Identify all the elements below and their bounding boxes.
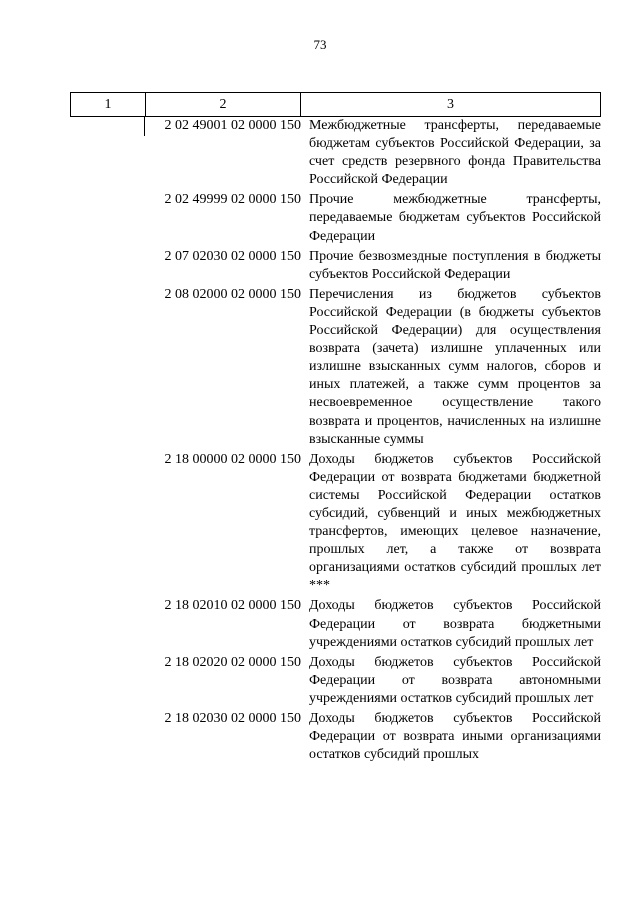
row-description: Доходы бюджетов субъектов Российской Федерации от возврата иными организациями остатков субсидий прошлых [309, 711, 601, 763]
table-row [144, 190, 601, 245]
row-description: Доходы бюджетов субъектов Российской Федерации от возврата автономными учреждениями остатков субсидий прошлых лет [309, 654, 601, 706]
budget-code: 2 02 49999 02 0000 150 [164, 192, 301, 208]
table-row [144, 450, 601, 596]
budget-code: 2 02 49001 02 0000 150 [164, 118, 301, 133]
column-header-2: 2 [146, 93, 301, 116]
row-description: Перечисления из бюджетов субъектов Российской Федерации (в бюджеты субъектов Российской Федерации) для осуществления возврата (зачета) излишне уплаченных или излишне взысканных сумм налогов, сборов и иных платежей, а также сумм процентов за несвоевременное осуществление такого возврата и процентов, начисленных на излишне взысканные суммы [309, 286, 601, 447]
row-description: Доходы бюджетов субъектов Российской Федерации от возврата бюджетами бюджетной системы Российской Федерации остатков субсидий, субвенций и иных межбюджетных трансфертов, имеющих целевое назначение, прошлых лет, а также от возврата организациями остатков субсидий прошлых лет *** [309, 451, 601, 594]
budget-code: 2 07 02030 02 0000 150 [164, 248, 301, 264]
budget-code: 2 18 00000 02 0000 150 [164, 451, 301, 467]
table-row [144, 709, 601, 764]
row-description: Прочие безвозмездные поступления в бюджеты субъектов Российской Федерации [309, 248, 601, 282]
column-header-3: 3 [447, 96, 454, 112]
table-row [144, 596, 601, 651]
row-description: Межбюджетные трансферты, передаваемые бюджетам субъектов Российской Федерации, за счет средств резервного фонда Правительства Российской Федерации [309, 118, 601, 188]
table-row [144, 116, 601, 189]
table-row [144, 247, 601, 284]
row-description: Прочие межбюджетные трансферты, передаваемые бюджетам субъектов Российской Федерации [309, 192, 601, 244]
budget-code: 2 18 02020 02 0000 150 [164, 654, 301, 670]
table-row [144, 653, 601, 708]
page-number: 73 [313, 37, 327, 52]
column-header-1: 1 [71, 93, 146, 116]
budget-code: 2 18 02030 02 0000 150 [164, 711, 301, 726]
row-description: Доходы бюджетов субъектов Российской Федерации от возврата бюджетными учреждениями остатков субсидий прошлых лет [309, 598, 601, 650]
table-row [144, 285, 601, 449]
budget-code: 2 08 02000 02 0000 150 [164, 286, 301, 302]
table-header [70, 92, 601, 117]
table-body [144, 116, 601, 764]
budget-code: 2 18 02010 02 0000 150 [164, 598, 301, 614]
